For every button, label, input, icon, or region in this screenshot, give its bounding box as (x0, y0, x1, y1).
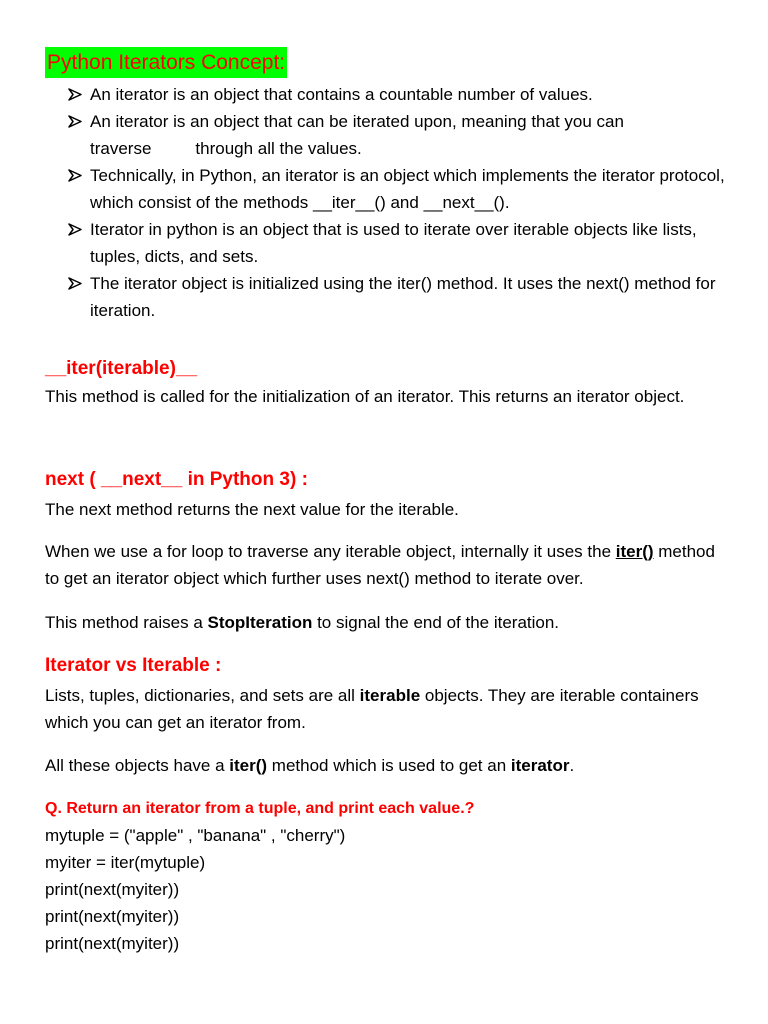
next-heading: next ( __next__ in Python 3) : (45, 469, 308, 490)
iter-keyword: iter() (615, 542, 654, 561)
list-item-text: The iterator object is initialized using the iter() method. It uses the next() method for iteration. (90, 274, 716, 320)
iter-description: This method is called for the initialization of an iterator. This returns an iterator object. (45, 387, 685, 406)
paragraph-text: method to get an iterator object which further uses next() method to iterate over. (45, 542, 715, 588)
list-item (68, 216, 728, 270)
code-line: print(next(myiter)) (45, 934, 180, 953)
stopiteration-paragraph (45, 609, 728, 636)
paragraph-text: method which is used to get an (267, 756, 511, 775)
code-line: print(next(myiter)) (45, 907, 180, 926)
iter-keyword: iter() (229, 756, 268, 775)
iterable-keyword: iterable (359, 686, 421, 705)
arrow-bullet-icon (68, 270, 88, 297)
stopiteration-keyword: StopIteration (207, 613, 313, 632)
list-item-text: An iterator is an object that contains a countable number of values. (90, 85, 593, 104)
list-item (68, 270, 728, 324)
arrow-bullet-icon (68, 162, 88, 189)
code-example (45, 822, 728, 957)
iterator-vs-iterable-heading: Iterator vs Iterable : (45, 655, 222, 676)
arrow-bullet-icon (68, 108, 88, 135)
for-loop-paragraph (45, 538, 728, 592)
next-description: The next method returns the next value for the iterable. (45, 500, 459, 519)
list-item-text: traverse (90, 139, 152, 158)
page-title: Python Iterators Concept: (45, 47, 287, 78)
iter-method-paragraph (45, 752, 728, 779)
paragraph-text: This method raises a (45, 613, 208, 632)
list-item-text: through all the values. (195, 139, 362, 158)
paragraph-text: All these objects have a (45, 756, 230, 775)
arrow-bullet-icon (68, 81, 88, 108)
list-item-text: Iterator in python is an object that is used to iterate over iterable objects like lists, tuples, dicts, and sets. (90, 220, 697, 266)
iterable-paragraph (45, 682, 728, 736)
paragraph-text: objects. They are iterable containers which you can get an iterator from. (45, 686, 699, 732)
list-item-text: Technically, in Python, an iterator is an object which implements the iterator protocol, which consist of the methods __iter__() and __next__(). (90, 166, 725, 212)
concept-list (68, 81, 728, 324)
paragraph-text: Lists, tuples, dictionaries, and sets are all (45, 686, 360, 705)
code-line: mytuple = ("apple" , "banana" , "cherry") (45, 826, 346, 845)
list-item (68, 162, 728, 216)
list-item-text: An iterator is an object that can be iterated upon, meaning that you can (90, 112, 624, 131)
list-item (68, 81, 728, 108)
arrow-bullet-icon (68, 216, 88, 243)
iterator-keyword: iterator (510, 756, 570, 775)
code-line: myiter = iter(mytuple) (45, 853, 206, 872)
question-heading: Q. Return an iterator from a tuple, and print each value.? (45, 800, 475, 817)
paragraph-text: to signal the end of the iteration. (312, 613, 560, 632)
paragraph-text: . (569, 756, 575, 775)
iter-heading: __iter(iterable)__ (45, 358, 198, 379)
list-item (68, 108, 728, 162)
paragraph-text: When we use a for loop to traverse any iterable object, internally it uses the (45, 542, 616, 561)
code-line: print(next(myiter)) (45, 880, 180, 899)
